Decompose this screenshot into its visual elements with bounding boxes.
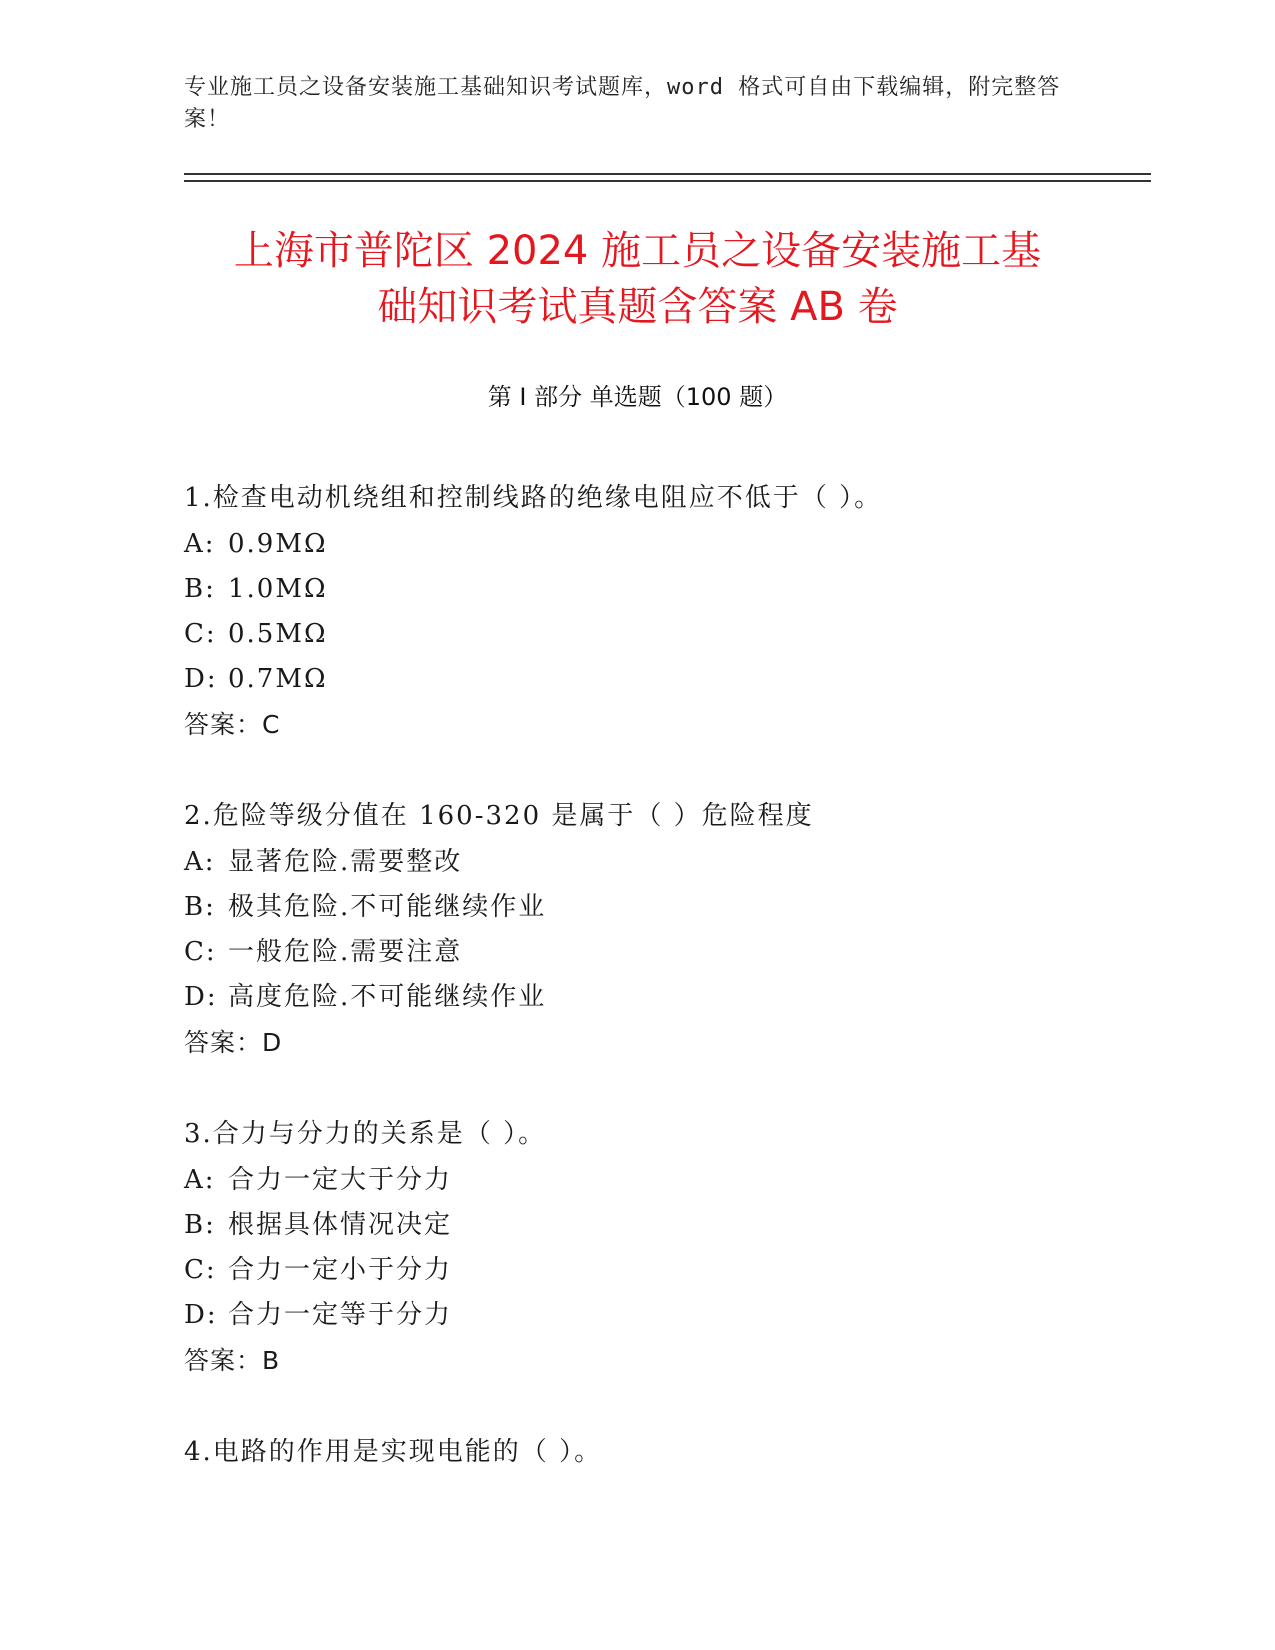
option-label: A: xyxy=(184,1165,216,1195)
option-text: 合力一定等于分力 xyxy=(228,1300,453,1330)
option-text: 合力一定大于分力 xyxy=(228,1165,453,1195)
option-label: D: xyxy=(184,982,218,1012)
option-label: D: xyxy=(184,664,218,694)
option-label: B: xyxy=(184,1210,216,1240)
option-text: 极其危险.不可能继续作业 xyxy=(228,892,547,922)
option-text: 显著危险.需要整改 xyxy=(228,847,463,877)
option-a xyxy=(184,1158,1144,1203)
question-stem: 4.电路的作用是实现电能的（ ）。 xyxy=(184,1437,603,1467)
option-label: C: xyxy=(184,619,217,649)
answer: 答案：C xyxy=(184,710,281,739)
option-text: 0.7MΩ xyxy=(228,664,328,694)
option-b xyxy=(184,567,1144,612)
option-text: 高度危险.不可能继续作业 xyxy=(228,982,547,1012)
question-stem: 2.危险等级分值在 160-320 是属于（ ）危险程度 xyxy=(184,801,814,831)
option-label: C: xyxy=(184,1255,217,1285)
header-note: 专业施工员之设备安装施工基础知识考试题库，word 格式可自由下载编辑，附完整答案！ xyxy=(184,75,1061,132)
option-c xyxy=(184,930,1144,975)
answer: 答案：B xyxy=(184,1346,281,1375)
question-3 xyxy=(184,1112,1144,1383)
option-c xyxy=(184,1248,1144,1293)
option-text: 根据具体情况决定 xyxy=(228,1210,453,1240)
option-label: B: xyxy=(184,892,216,922)
option-label: B: xyxy=(184,574,216,604)
option-text: 1.0MΩ xyxy=(228,574,328,604)
option-label: A: xyxy=(184,847,216,877)
option-c xyxy=(184,612,1144,657)
option-d xyxy=(184,657,1144,702)
section-heading: 第 I 部分 单选题（100 题） xyxy=(487,383,788,411)
question-1 xyxy=(184,476,1144,747)
question-stem: 3.合力与分力的关系是（ ）。 xyxy=(184,1119,547,1149)
option-text: 0.5MΩ xyxy=(228,619,328,649)
option-label: A: xyxy=(184,529,216,559)
option-a xyxy=(184,522,1144,567)
header-divider-top xyxy=(184,173,1151,175)
option-d xyxy=(184,975,1144,1020)
option-text: 合力一定小于分力 xyxy=(228,1255,453,1285)
title-line-2: 础知识考试真题含答案 AB 卷 xyxy=(377,284,898,330)
header-divider-bottom xyxy=(184,180,1151,182)
option-text: 一般危险.需要注意 xyxy=(228,937,463,967)
document-title xyxy=(150,223,1125,335)
answer: 答案：D xyxy=(184,1028,283,1057)
question-stem: 1.检查电动机绕组和控制线路的绝缘电阻应不低于（ ）。 xyxy=(184,483,883,513)
option-b xyxy=(184,885,1144,930)
question-4 xyxy=(184,1430,1144,1476)
option-label: C: xyxy=(184,937,217,967)
question-2 xyxy=(184,794,1144,1065)
option-b xyxy=(184,1203,1144,1248)
title-line-1: 上海市普陀区 2024 施工员之设备安装施工基 xyxy=(233,228,1042,274)
option-a xyxy=(184,840,1144,885)
option-d xyxy=(184,1293,1144,1338)
option-text: 0.9MΩ xyxy=(228,529,328,559)
option-label: D: xyxy=(184,1300,218,1330)
